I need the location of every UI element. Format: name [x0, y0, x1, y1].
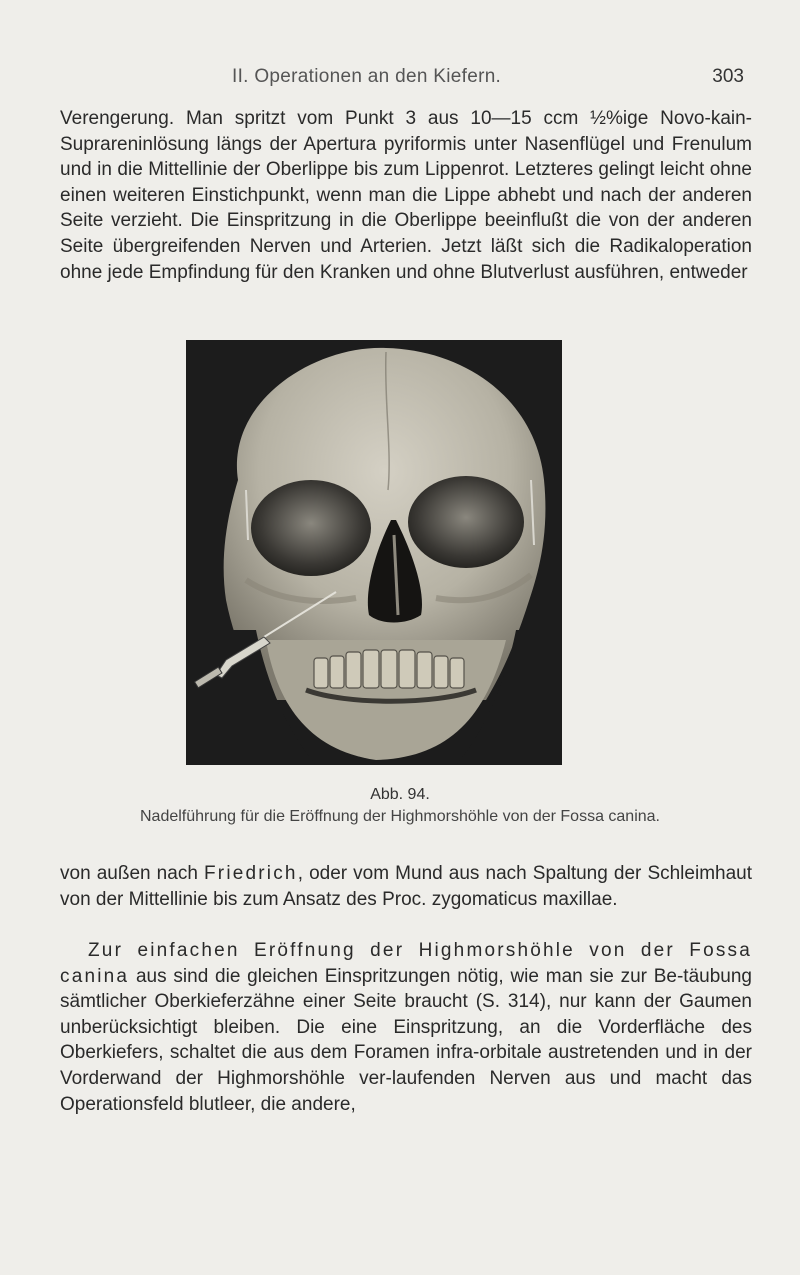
page-number: 303	[712, 66, 744, 87]
section-heading-fossa-canina: Zur einfachen Eröffnung der Highmorshöhle von der Fossa canina	[60, 940, 752, 987]
paragraph-2	[60, 861, 752, 912]
figure-caption: Nadelführung für die Eröffnung der Highmorshöhle von der Fossa canina.	[139, 808, 660, 825]
author-name-friedrich: Friedrich	[203, 863, 298, 884]
paragraph-2-text-end: , oder vom Mund aus nach Spaltung der Schleimhaut von der Mittellinie bis zum Ansatz des Proc. zygomaticus maxillae.	[60, 863, 752, 910]
skull-illustration	[186, 340, 562, 765]
paragraph-3-text: aus sind die gleichen Einspritzungen nötig, wie man sie zur Be-täubung sämtlicher Oberkieferzähne einer Seite braucht (S. 314), nur kann der Gaumen unberücksichtigt bleiben. Die eine Einspritzung, an die Vorderfläche des Oberkiefers, schaltet die aus dem Foramen infra-orbitale austretenden und in der Vorderwand der Highmorshöhle ver-laufenden Nerven aus und macht das Operationsfeld blutleer, die andere,	[60, 965, 752, 1115]
paragraph-1: Verengerung. Man spritzt vom Punkt 3 aus 10—15 ccm ½%ige Novo-kain-Suprareninlösung längs der Apertura pyriformis unter Nasenflügel und Frenulum und in die Mittellinie der Oberlippe bis zum Lippenrot. Letzteres gelingt leicht ohne einen weiteren Einstichpunkt, wenn man die Lippe abhebt und nach der anderen Seite verzieht. Die Einspritzung in die Oberlippe beeinflußt die von der anderen Seite übergreifenden Nerven und Arterien. Jetzt läßt sich die Radikaloperation ohne jede Empfindung für den Kranken und ohne Blutverlust ausführen, entweder	[60, 108, 752, 283]
running-head: II. Operationen an den Kiefern.	[232, 66, 502, 87]
paragraph-2-text-start: von außen nach	[60, 863, 204, 884]
paragraph-3	[60, 938, 752, 1117]
page-header	[60, 62, 750, 92]
figure-skull-photo	[186, 340, 562, 765]
figure-label: Abb. 94.	[370, 786, 430, 803]
